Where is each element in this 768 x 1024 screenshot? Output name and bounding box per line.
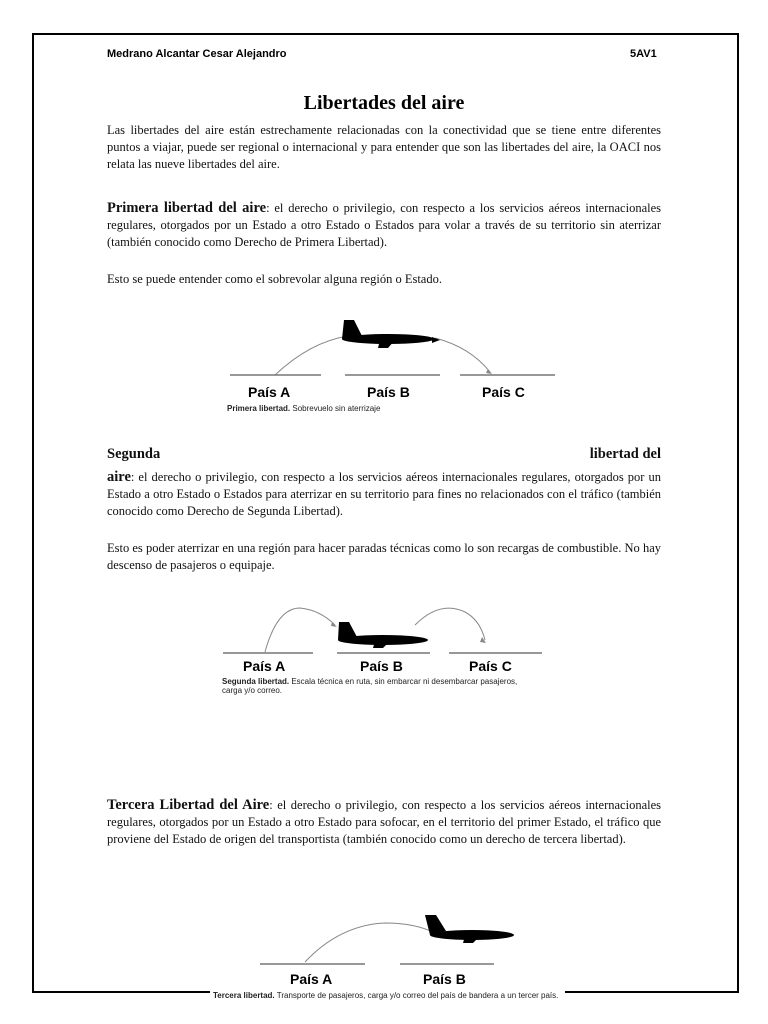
country-b-label: País B (360, 658, 403, 674)
arrow-head (486, 369, 492, 374)
caption-text: Sobrevuelo sin aterrizaje (290, 404, 381, 413)
flight-path-arc (415, 608, 485, 640)
intro-paragraph: Las libertades del aire están estrechamente relacionadas con la conectividad que se tiene entre diferentes puntos a viajar, puede ser regional o internacional y para entender que son las libertades del aire, la OACI nos relata las nueve libertades del aire. (107, 123, 661, 171)
flight-path-arc (265, 608, 335, 652)
first-figure-caption (227, 404, 557, 413)
page-title: Libertades del aire (303, 92, 465, 114)
second-heading-word-2: libertad del (589, 446, 661, 462)
country-b-label: País B (367, 384, 410, 400)
country-b-label: País B (423, 971, 466, 987)
arrow-head (331, 622, 337, 627)
page-border-bottom-right (565, 991, 737, 993)
second-heading-word-3: aire (107, 469, 131, 485)
author-name: Medrano Alcantar Cesar Alejandro (107, 48, 287, 60)
caption-text: Transporte de pasajeros, carga y/o correo del país de bandera a un tercer país. (274, 991, 559, 1000)
second-figure-caption (222, 677, 522, 695)
caption-bold: Tercera libertad. (213, 991, 275, 1000)
airplane-icon (342, 320, 440, 348)
country-a-label: País A (248, 384, 291, 400)
first-freedom-heading: Primera libertad del aire (107, 200, 267, 216)
flight-path-arc (275, 336, 348, 375)
first-freedom-figure (220, 312, 560, 417)
second-freedom-heading-row (107, 446, 661, 463)
caption-bold: Primera libertad. (227, 404, 291, 413)
first-freedom-text: : el derecho o privilegio, con respecto a los servicios aéreos internacionales regulares, otorgados por un Estado a otro Estado o Estados para volar a través de su territorio sin aterrizar (también conocido como Derecho de Primera Libertad). (107, 201, 662, 249)
third-freedom-figure (210, 905, 570, 1015)
country-c-label: País C (469, 658, 512, 674)
caption-text: Escala técnica en ruta, sin embarcar ni desembarcar pasajeros, carga y/o correo. (222, 677, 518, 695)
airplane-icon (425, 915, 514, 943)
country-a-label: País A (290, 971, 333, 987)
third-figure-caption (213, 991, 563, 1000)
third-freedom-paragraph (107, 797, 661, 848)
group-code: 5AV1 (630, 48, 657, 60)
first-freedom-paragraph (107, 200, 661, 251)
second-freedom-text: : el derecho o privilegio, con respecto a los servicios aéreos internacionales regulares, otorgados por un Estado a otro Estado o Estados para aterrizar en su territorio para fines no relacionados con el tráfico (también conocido como Derecho de Segunda Libertad). (107, 470, 661, 518)
second-heading-word-1: Segunda (107, 446, 161, 462)
second-freedom-note: Esto es poder aterrizar en una región para hacer paradas técnicas como lo son recargas de combustible. No hay descenso de pasajeros o equipaje. (107, 541, 661, 572)
flight-path-arc (305, 923, 435, 962)
country-a-label: País A (243, 658, 286, 674)
first-freedom-diagram (220, 312, 560, 417)
third-freedom-diagram (210, 905, 570, 995)
flight-path-arc (435, 338, 490, 372)
airplane-icon (338, 622, 428, 648)
third-freedom-text: : el derecho o privilegio, con respecto a los servicios aéreos internacionales regulares, otorgados por un Estado a otro Estado para sofocar, en el territorio del primer Estado, el tráfico que proviene del Estado de origen del transportista (también conocido como un derecho de tercera libertad). (107, 798, 661, 846)
page-border-bottom-left (32, 991, 210, 993)
country-c-label: País C (482, 384, 525, 400)
third-freedom-heading: Tercera Libertad del Aire (107, 797, 270, 813)
caption-bold: Segunda libertad. (222, 677, 290, 686)
first-freedom-note: Esto se puede entender como el sobrevolar alguna región o Estado. (107, 272, 442, 286)
second-freedom-figure (215, 600, 555, 710)
second-freedom-paragraph (107, 469, 661, 520)
arrow-head (480, 637, 486, 643)
